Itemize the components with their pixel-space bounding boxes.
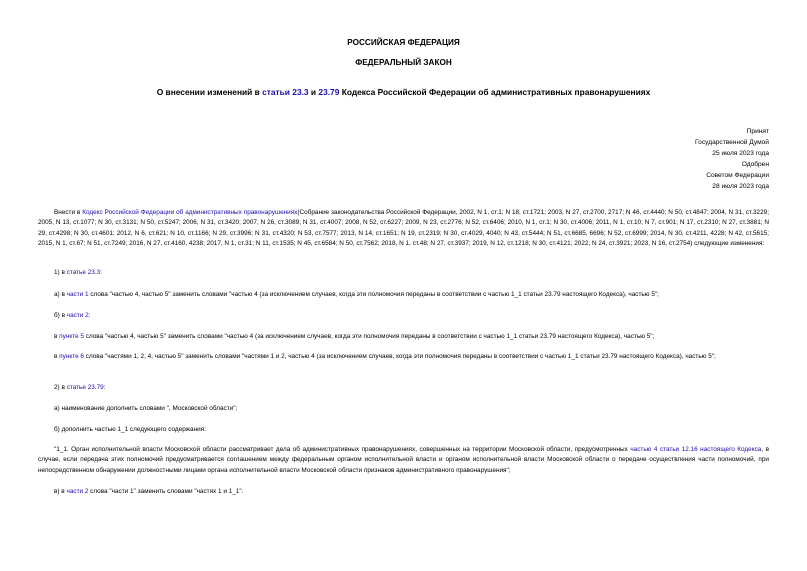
link-article-23-3[interactable]: статье 23.3 [66, 269, 101, 276]
country-heading: РОССИЙСКАЯ ФЕДЕРАЦИЯ [347, 38, 460, 47]
link-part-2[interactable]: части 2 [66, 312, 89, 319]
link-part-2-art-23-79[interactable]: части 2 [66, 488, 89, 495]
approval-line: Советом Федерации [706, 171, 769, 179]
link-article-12-16[interactable]: частью 4 статьи 12.16 настоящего Кодекса [630, 446, 762, 453]
item-2b-quote: "1_1. Орган исполнительной власти Московской области рассматривает дела об административных правонарушениях, совершенных на территории Московской области, предусмотренных частью 4 статьи 12.16 настоящего Кодекса, в случае, если передача этих полномочий предусматривается соглашением между федеральным органом исполнительной власти и органом исполнительной власти Московской области о передаче осуществления части полномочий, при непосредственном обнаружении должностными лицами органа исполнительной власти Московской области признаков административного правонарушения"; [38, 446, 769, 474]
item-2: 2) в статье 23.79: [54, 384, 106, 391]
item-1b: б) в части 2: [54, 312, 91, 319]
link-point-6[interactable]: пункте 6 [59, 353, 84, 360]
title-link-article-23-3[interactable]: статьи 23.3 [262, 87, 309, 97]
item-1b-point-5: в пункте 5 слова "частью 4, частью 5" заменить словами "частью 4 (за исключением случаев, когда эти полномочия переданы в соответствии с частью 1_1 статьи 23.79 настоящего Кодекса), частью 5"; [54, 333, 655, 340]
link-article-23-79[interactable]: статье 23.79 [66, 384, 104, 391]
link-part-1[interactable]: части 1 [66, 291, 89, 298]
adoption-line: Принят [746, 128, 769, 135]
item-1: 1) в статье 23.3: [54, 269, 102, 276]
intro-paragraph: Внести в Кодекс Российской Федерации об административных правонарушениях(Собрание законодательства Российской Федерации, 2002, N 1, ст.1; N 18, ст.1721; 2003, N 27, ст.2700, 2717; N 46, ст.4440; N 50, ст.4847; 2004, N 31, ст.3229; 2005, N 13, ст.1077; N 30, ст.3131; N 50, ст.5247; 2006, N 31, ст.3420; 2007, N 26, ст.3089; N 31, ст.4007; 2008, N 52, ст.6227; 2009, N 23, ст.2776; N 52, ст.6406; 2010, N 1, ст.1; N 30, ст.4006; 2011, N 1, ст.10; N 7, ст.901; N 17, ст.2310; N 27, ст.3881; N 29, ст.4298; N 30, ст.4601; 2012, N 6, ст.621; N 10, ст.1166; N 29, ст.3996; N 31, ст.4320; N 53, ст.7577; 2013, N 14, ст.1651; N 19, ст.2319; N 30, ст.4029, 4040; N 43, ст.5444; N 51, ст.6685, 6696; N 52, ст.6999; 2014, N 30, ст.4211, 4228; N 42, ст.5615; 2015, N 1, ст.67; N 51, ст.7249; 2016, N 27, ст.4160, 4238; 2017, N 1, ст.31; N 11, ст.1535; N 45, ст.6584; N 50, ст.7562; 2018, N 1, ст.48; N 27, ст.3937; 2019, N 12, ст.1218; N 30, ст.4121; 2022, N 24, ст.3921; 2023, N 16, ст.2754) следующие изменения: [38, 209, 769, 248]
adoption-block [695, 127, 769, 192]
adoption-line: Государственной Думой [695, 138, 769, 146]
title-link-article-23-79[interactable]: 23.79 [318, 87, 340, 97]
item-2a: а) наименование дополнить словами ", Московской области"; [54, 405, 238, 412]
item-2b: б) дополнить частью 1_1 следующего содержания: [54, 426, 206, 433]
link-point-5[interactable]: пункте 5 [59, 333, 84, 340]
law-title: О внесении изменений в статьи 23.3 и 23.79 Кодекса Российской Федерации об административных правонарушениях [156, 87, 651, 97]
approval-line: Одобрен [741, 160, 769, 168]
item-1b-point-6: в пункте 6 слова "частями 1, 2, 4, частью 5" заменить словами "частями 1 и 2, частью 4 (за исключением случаев, когда эти полномочия переданы в соответствии с частью 1_1 статьи 23.79 настоящего Кодекса), частью 5"; [54, 353, 716, 360]
adoption-date: 25 июля 2023 года [712, 149, 769, 157]
approval-date: 28 июля 2023 года [712, 182, 769, 190]
item-2c: в) в части 2 слова "части 1" заменить словами "частях 1 и 1_1". [54, 488, 244, 495]
law-type-heading: ФЕДЕРАЛЬНЫЙ ЗАКОН [355, 58, 452, 67]
code-link[interactable]: Кодекс Российской Федерации об административных правонарушениях [82, 209, 298, 216]
item-1a: а) в части 1 слова "частью 4, частью 5" заменить словами "частью 4 (за исключением случаев, когда эти полномочия переданы в соответствии с частью 1_1 статьи 23.79 настоящего Кодекса), частью 5"; [54, 291, 659, 298]
